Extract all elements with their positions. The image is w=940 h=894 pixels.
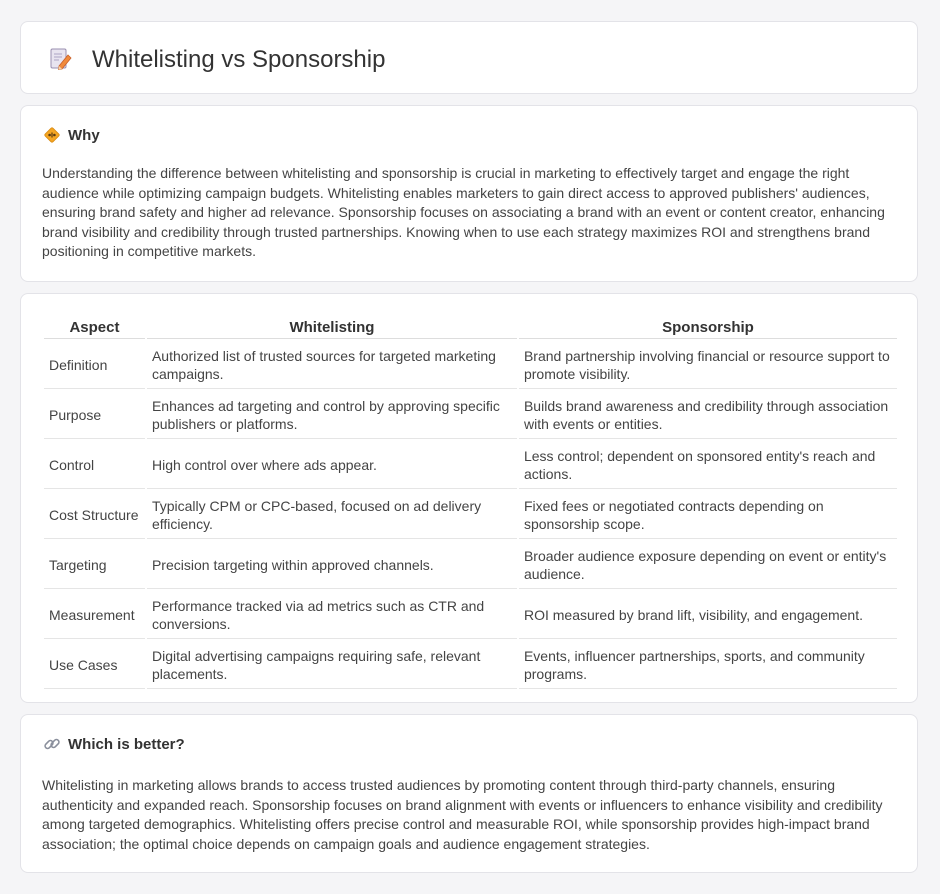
link-icon — [43, 735, 61, 753]
table-header-row — [44, 317, 897, 339]
sponsorship-cell: Events, influencer partnerships, sports, and community programs. — [519, 641, 897, 689]
header-aspect: Aspect — [44, 317, 145, 339]
aspect-cell: Definition — [44, 341, 145, 389]
sponsorship-cell: Brand partnership involving financial or resource support to promote visibility. — [519, 341, 897, 389]
why-heading — [43, 126, 100, 144]
document-pencil-icon — [47, 46, 73, 72]
whitelisting-cell: High control over where ads appear. — [147, 441, 517, 489]
table-row — [44, 441, 897, 489]
table-row — [44, 641, 897, 689]
sponsorship-cell: Less control; dependent on sponsored entity's reach and actions. — [519, 441, 897, 489]
title-card — [20, 21, 918, 94]
aspect-cell: Cost Structure — [44, 491, 145, 539]
table-row — [44, 341, 897, 389]
better-heading — [43, 735, 185, 753]
why-section — [20, 105, 918, 282]
why-heading-label: Why — [68, 126, 100, 144]
comparison-table — [42, 315, 899, 691]
header-whitelisting: Whitelisting — [147, 317, 517, 339]
why-text: Understanding the difference between whitelisting and sponsorship is crucial in marketing to effectively target and engage the right audience while optimizing campaign budgets. Whitelisting enables marketers to gain direct access to approved publishers' audiences, ensuring brand safety and higher ad relevance. Sponsorship focuses on associating a brand with an event or content creator, enhancing brand visibility and credibility through trusted partnerships. Knowing when to use each strategy maximizes ROI and strengthens brand positioning in competitive markets. — [42, 165, 885, 260]
sponsorship-cell: Broader audience exposure depending on event or entity's audience. — [519, 541, 897, 589]
aspect-cell: Targeting — [44, 541, 145, 589]
whitelisting-cell: Typically CPM or CPC-based, focused on ad delivery efficiency. — [147, 491, 517, 539]
sponsorship-cell: ROI measured by brand lift, visibility, and engagement. — [519, 591, 897, 639]
whitelisting-cell: Enhances ad targeting and control by approving specific publishers or platforms. — [147, 391, 517, 439]
aspect-cell: Control — [44, 441, 145, 489]
header-sponsorship: Sponsorship — [519, 317, 897, 339]
whitelisting-cell: Authorized list of trusted sources for targeted marketing campaigns. — [147, 341, 517, 389]
better-heading-label: Which is better? — [68, 735, 185, 753]
whitelisting-cell: Performance tracked via ad metrics such as CTR and conversions. — [147, 591, 517, 639]
better-text: Whitelisting in marketing allows brands to access trusted audiences by promoting content through third-party channels, ensuring authenticity and expanded reach. Sponsorship focuses on brand alignment with events or influencers to enhance visibility and credibility among targeted demographics. Whitelisting offers precise control and measurable ROI, while sponsorship provides high-impact brand association; the optimal choice depends on campaign goals and audience engagement strategies. — [42, 777, 883, 852]
table-row — [44, 591, 897, 639]
table-row — [44, 541, 897, 589]
sponsorship-cell: Builds brand awareness and credibility through association with events or entities. — [519, 391, 897, 439]
aspect-cell: Measurement — [44, 591, 145, 639]
which-is-better-section — [20, 714, 918, 873]
page-title: Whitelisting vs Sponsorship — [92, 46, 386, 73]
table-row — [44, 391, 897, 439]
whitelisting-cell: Digital advertising campaigns requiring safe, relevant placements. — [147, 641, 517, 689]
aspect-cell: Purpose — [44, 391, 145, 439]
table-row — [44, 491, 897, 539]
diamond-warning-icon — [43, 126, 61, 144]
aspect-cell: Use Cases — [44, 641, 145, 689]
sponsorship-cell: Fixed fees or negotiated contracts depending on sponsorship scope. — [519, 491, 897, 539]
comparison-table-card — [20, 293, 918, 703]
whitelisting-cell: Precision targeting within approved channels. — [147, 541, 517, 589]
